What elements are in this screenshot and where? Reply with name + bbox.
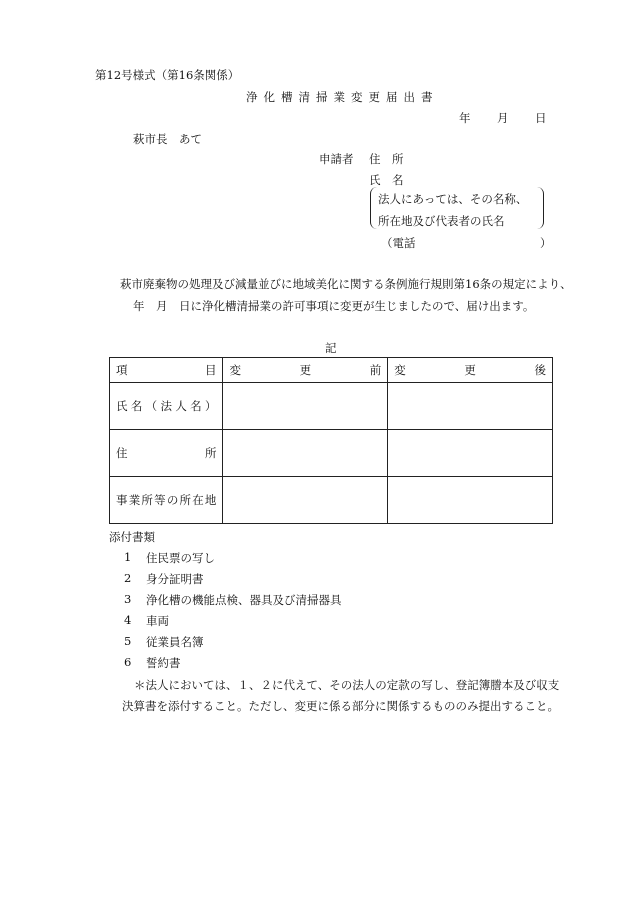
char: 所	[204, 446, 217, 460]
attachment-text: 身分証明書	[146, 572, 204, 586]
char: 更	[299, 363, 312, 377]
char: 所	[179, 493, 192, 507]
char: （	[145, 399, 158, 413]
attachment-text: 従業員名簿	[146, 635, 204, 649]
row-label-address	[116, 445, 216, 461]
attachment-num: 6	[124, 655, 132, 669]
table-header-row	[110, 358, 553, 383]
char: 在	[192, 493, 204, 507]
row-label-cell	[110, 383, 223, 430]
attachment-num: 2	[124, 571, 132, 585]
row-label-office	[116, 492, 216, 508]
char: 変	[229, 363, 241, 377]
char: 変	[394, 363, 406, 377]
char: 目	[204, 363, 217, 377]
char: 住	[116, 446, 128, 460]
table-header-before-label	[229, 362, 381, 378]
before-address-cell[interactable]	[223, 430, 388, 477]
phone-close: ）	[540, 236, 552, 250]
body-line2: 年 月 日に浄化槽清掃業の許可事項に変更が生じましたので、届け出ます。	[133, 299, 535, 313]
applicant-label: 申請者	[319, 152, 354, 166]
char: 後	[534, 363, 546, 377]
date-year: 年	[459, 111, 471, 125]
row-label-name	[116, 398, 216, 414]
form-number: 第12号様式（第16条関係）	[95, 68, 240, 82]
ki-heading: 記	[325, 341, 337, 355]
attachment-text: 住民票の写し	[146, 551, 215, 565]
char: 法	[160, 399, 172, 413]
attachment-num: 3	[124, 592, 132, 606]
after-name-cell[interactable]	[388, 383, 553, 430]
document-title: 浄化槽清掃業変更届出書	[246, 90, 439, 104]
char: 事	[116, 493, 128, 507]
table-header-before	[223, 358, 388, 383]
attachment-text: 浄化槽の機能点検、器具及び清掃器具	[146, 593, 342, 607]
address-label: 住 所	[369, 152, 404, 166]
change-table	[109, 357, 553, 524]
char: 人	[175, 399, 187, 413]
char: 名	[190, 399, 202, 413]
attachment-note-line1: ＊法人においては、１、２に代えて、その法人の定款の写し、登記簿謄本及び収支	[134, 678, 560, 692]
char: 所	[141, 493, 153, 507]
attachments-heading: 添付書類	[109, 530, 155, 544]
attachment-num: 4	[124, 613, 132, 627]
char: の	[166, 493, 179, 507]
char: 等	[154, 493, 166, 507]
char: 項	[116, 363, 128, 377]
attachment-num: 1	[124, 550, 132, 564]
char: ）	[204, 399, 217, 413]
before-name-cell[interactable]	[223, 383, 388, 430]
table-row	[110, 383, 553, 430]
table-row	[110, 430, 553, 477]
body-line1: 萩市廃棄物の処理及び減量並びに地域美化に関する条例施行規則第16条の規定により、	[120, 277, 572, 291]
char: 更	[464, 363, 476, 377]
char: 地	[204, 493, 217, 507]
attachment-text: 車両	[146, 614, 169, 628]
table-header-item	[110, 358, 223, 383]
char: 前	[369, 363, 382, 377]
after-office-cell[interactable]	[388, 477, 553, 524]
table-header-item-label	[116, 362, 216, 378]
row-label-cell	[110, 430, 223, 477]
applicant-note-line2: 所在地及び代表者の氏名	[378, 214, 505, 228]
date-month: 月	[497, 111, 509, 125]
row-label-cell	[110, 477, 223, 524]
attachment-note-line2: 決算書を添付すること。ただし、変更に係る部分に関係するもののみ提出すること。	[122, 699, 559, 713]
name-label: 氏 名	[369, 173, 404, 187]
char: 氏	[116, 399, 128, 413]
attachment-text: 誓約書	[146, 656, 181, 670]
after-address-cell[interactable]	[388, 430, 553, 477]
applicant-note-line1: 法人にあっては、その名称、	[378, 192, 528, 206]
date-day: 日	[535, 111, 547, 125]
addressee: 萩市長 あて	[133, 132, 202, 146]
char: 業	[128, 493, 141, 507]
phone-label: （電話	[381, 236, 416, 250]
table-row	[110, 477, 553, 524]
attachment-num: 5	[124, 634, 132, 648]
char: 名	[130, 399, 143, 413]
table-header-after-label	[394, 362, 546, 378]
before-office-cell[interactable]	[223, 477, 388, 524]
table-header-after	[388, 358, 553, 383]
